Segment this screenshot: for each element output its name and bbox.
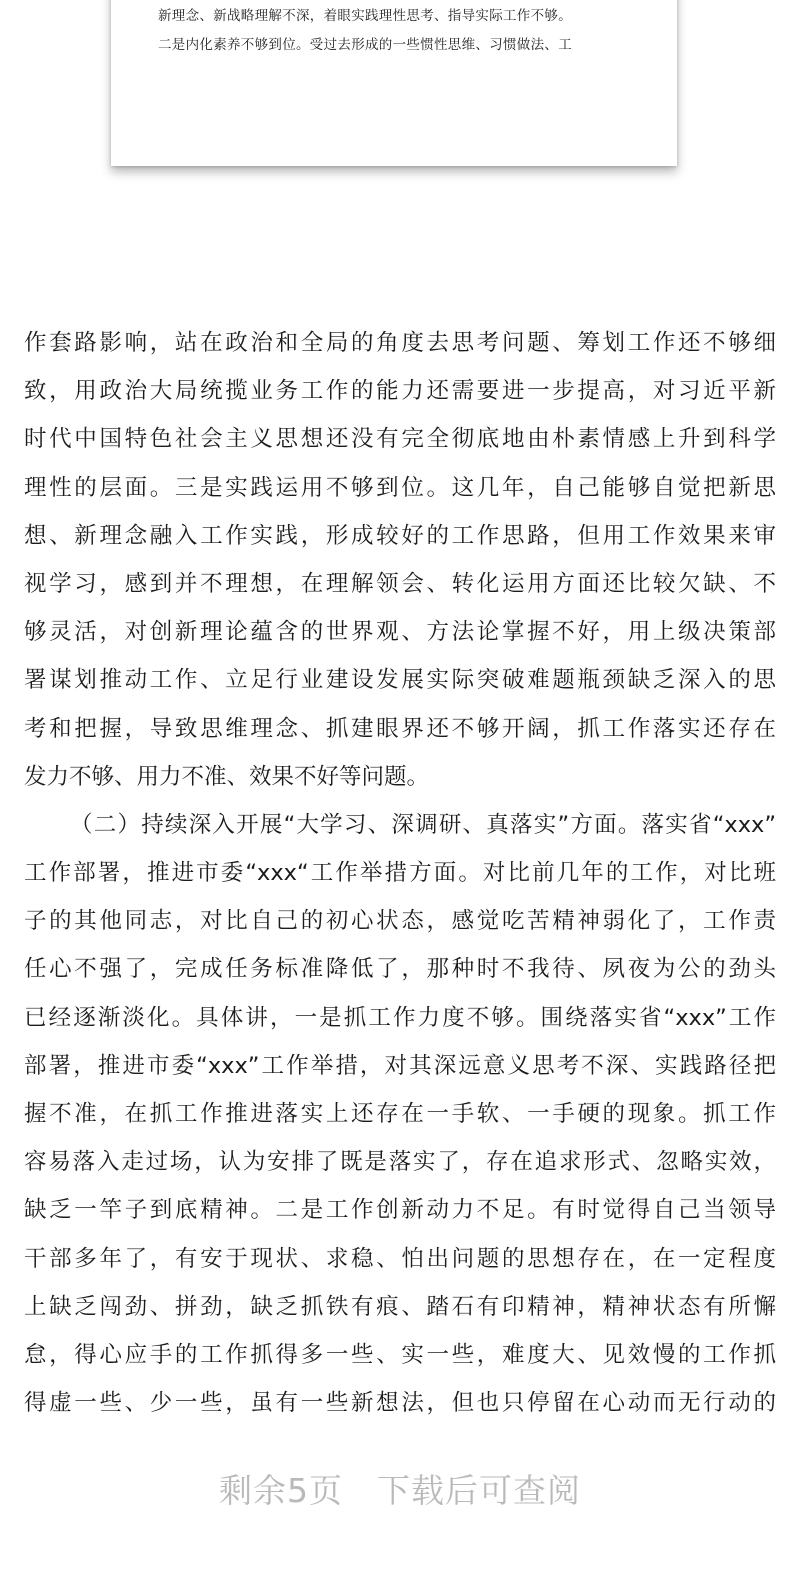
body-line: 部署，推进市委“xxx”工作举措，对其深远意义思考不深、实践路径把 [24, 1052, 776, 1079]
document-body [24, 319, 776, 1427]
body-line: 致，用政治大局统揽业务工作的能力还需要进一步提高，对习近平新 [24, 378, 776, 405]
body-line: 工作部署，推进市委“xxx“工作举措方面。对比前几年的工作，对比班 [24, 860, 776, 887]
download-more-banner[interactable] [0, 1465, 800, 1512]
preview-line: 新理念、新战略理解不深，着眼实践理性思考、指导实际工作不够。 [158, 8, 572, 24]
body-line: 发力不够、用力不准、效果不好等问题。 [24, 763, 430, 790]
body-line: 想、新理念融入工作实践，形成较好的工作思路，但用工作效果来审 [24, 522, 776, 549]
body-line: 缺乏一竿子到底精神。二是工作创新动力不足。有时觉得自己当领导 [24, 1197, 776, 1224]
body-line: 够灵活，对创新理论蕴含的世界观、方法论掌握不好，用上级决策部 [24, 619, 776, 646]
body-line: 干部多年了，有安于现状、求稳、怕出问题的思想存在，在一定程度 [24, 1245, 776, 1272]
body-line: 任心不强了，完成任务标准降低了，那种时不我待、夙夜为公的劲头 [24, 956, 776, 983]
preview-text-block [158, 0, 658, 60]
body-line: 作套路影响，站在政治和全局的角度去思考问题、筹划工作还不够细 [24, 330, 776, 356]
body-line: 视学习，感到并不理想，在理解领会、转化运用方面还比较欠缺、不 [24, 570, 776, 597]
body-line: 时代中国特色社会主义思想还没有完全彻底地由朴素情感上升到科学 [24, 426, 776, 453]
body-line: 考和把握，导致思维理念、抓建眼界还不够开阔，抓工作落实还存在 [24, 715, 776, 742]
body-line: 上缺乏闯劲、拼劲，缺乏抓铁有痕、踏石有印精神，精神状态有所懈 [24, 1293, 776, 1320]
body-line: 理性的层面。三是实践运用不够到位。这几年，自己能够自觉把新思 [24, 474, 776, 501]
body-line: 已经逐渐淡化。具体讲，一是抓工作力度不够。围绕落实省“xxx”工作 [24, 1004, 776, 1031]
remaining-pages-text: 剩余5页 [219, 1471, 343, 1510]
document-preview-card [111, 0, 677, 166]
download-hint-text: 下载后可查阅 [377, 1471, 581, 1510]
body-line: 得虚一些、少一些，虽有一些新想法，但也只停留在心动而无行动的 [24, 1390, 776, 1417]
body-line: 子的其他同志，对比自己的初心状态，感觉吃苦精神弱化了，工作责 [24, 908, 776, 935]
preview-line: 二是内化素养不够到位。受过去形成的一些惯性思维、习惯做法、工 [158, 37, 572, 53]
body-line: 容易落入走过场，认为安排了既是落实了，存在追求形式、忽略实效， [24, 1149, 776, 1176]
body-line: 握不准，在抓工作推进落实上还存在一手软、一手硬的现象。抓工作 [24, 1101, 776, 1127]
section-heading-line: （二）持续深入开展“大学习、深调研、真落实”方面。落实省“xxx” [70, 811, 776, 838]
body-line: 署谋划推动工作、立足行业建设发展实际突破难题瓶颈缺乏深入的思 [24, 667, 776, 694]
body-line: 怠，得心应手的工作抓得多一些、实一些，难度大、见效慢的工作抓 [24, 1341, 776, 1368]
